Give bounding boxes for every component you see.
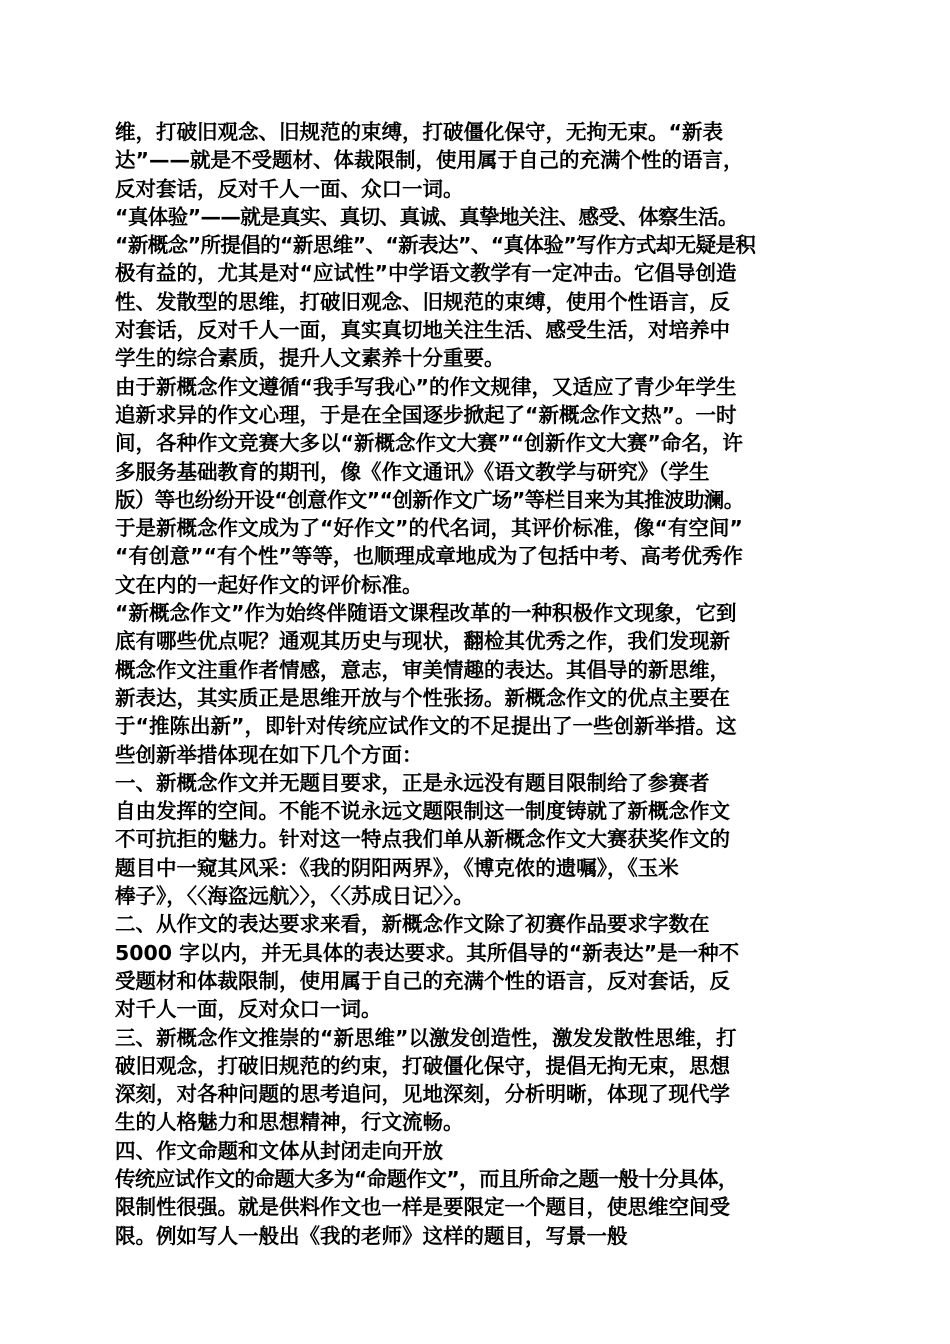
text-line: 文在内的一起好作文的评价标准。 <box>115 572 423 597</box>
text-line: 棒子》，〈〈海盗远航〉〉，〈〈苏成日记〉〉。 <box>115 884 474 909</box>
text-line: “真体验”——就是真实、真切、真诚、真挚地关注、感受、体察生活。 <box>115 204 738 229</box>
text-line: 于“推陈出新”，即针对传统应试作文的不足提出了一些创新举措。这 <box>115 714 737 739</box>
text-line: 5000 字以内，并无具体的表达要求。其所倡导的“新表达”是一种不 <box>115 940 740 965</box>
text-line: 二、从作文的表达要求来看，新概念作文除了初赛作品要求字数在 <box>115 912 710 937</box>
text-line: 新表达，其实质正是思维开放与个性张扬。新概念作文的优点主要在 <box>115 685 730 710</box>
text-line: 自由发挥的空间。不能不说永远文题限制这一制度铸就了新概念作文 <box>115 799 730 824</box>
text-line: 对千人一面，反对众口一词。 <box>115 997 382 1022</box>
text-line: 概念作文注重作者情感，意志，审美情趣的表达。其倡导的新思维， <box>115 657 730 682</box>
text-line: 极有益的，尤其是对“应试性”中学语文教学有一定冲击。它倡导创造 <box>115 261 737 286</box>
text-line: 于是新概念作文成为了“好作文”的代名词，其评价标准，像“有空间” <box>115 516 743 541</box>
text-line: 多服务基础教育的期刊，像《作文通讯》《语文教学与研究》（学生 <box>115 459 710 484</box>
text-line: 限。例如写人一般出《我的老师》这样的题目，写景一般 <box>115 1223 628 1248</box>
text-line: 三、新概念作文推崇的“新思维”以激发创造性，激发发散性思维，打 <box>115 1025 737 1050</box>
text-line: 生的人格魅力和思想精神，行文流畅。 <box>115 1110 464 1135</box>
text-line: 不可抗拒的魅力。针对这一特点我们单从新概念作文大赛获奖作文的 <box>115 827 730 852</box>
document-page <box>115 118 843 1250</box>
text-line: 深刻，对各种问题的思考追问，见地深刻，分析明晰，体现了现代学 <box>115 1082 730 1107</box>
text-line: 版）等也纷纷开设“创意作文”“创新作文广场”等栏目来为其推波助澜。 <box>115 487 744 512</box>
text-line: 追新求异的作文心理，于是在全国逐步掀起了“新概念作文热”。一时 <box>115 402 737 427</box>
text-line: 性、发散型的思维，打破旧观念、旧规范的束缚，使用个性语言，反 <box>115 289 730 314</box>
text-line: “新概念”所提倡的“新思维”、“新表达”、“真体验”写作方式却无疑是积 <box>115 233 756 258</box>
text-line: 维，打破旧观念、旧规范的束缚，打破僵化保守，无拘无束。“新表 <box>115 120 723 144</box>
text-line: “新概念作文”作为始终伴随语文课程改革的一种积极作文现象，它到 <box>115 601 737 626</box>
text-line: 学生的综合素质，提升人文素养十分重要。 <box>115 346 505 371</box>
text-line: 限制性很强。就是供料作文也一样是要限定一个题目，使思维空间受 <box>115 1195 730 1220</box>
text-line: 反对套话，反对千人一面、众口一词。 <box>115 176 464 201</box>
text-line: 底有哪些优点呢？通观其历史与现状，翻检其优秀之作，我们发现新 <box>115 629 730 654</box>
text-line: 一、新概念作文并无题目要求，正是永远没有题目限制给了参赛者 <box>115 770 710 795</box>
text-line: 破旧观念，打破旧规范的约束，打破僵化保守，提倡无拘无束，思想 <box>115 1053 730 1078</box>
text-line: 对套话，反对千人一面，真实真切地关注生活、感受生活，对培养中 <box>115 318 730 343</box>
text-line: 些创新举措体现在如下几个方面： <box>115 742 423 767</box>
text-line: 达”——就是不受题材、体裁限制，使用属于自己的充满个性的语言， <box>115 148 744 173</box>
text-line: “有创意”“有个性”等等，也顺理成章地成为了包括中考、高考优秀作 <box>115 544 743 569</box>
text-line: 由于新概念作文遵循“我手写我心”的作文规律，又适应了青少年学生 <box>115 374 737 399</box>
text-line: 传统应试作文的命题大多为“命题作文”，而且所命之题一般十分具体， <box>115 1166 738 1191</box>
text-line: 受题材和体裁限制，使用属于自己的充满个性的语言，反对套话，反 <box>115 968 730 993</box>
text-line: 间，各种作文竞赛大多以“新概念作文大赛”“创新作文大赛”命名，许 <box>115 431 743 456</box>
text-line: 题目中一窥其风采：《我的阴阳两界》，《博克侬的遗嘱》，《玉米 <box>115 855 679 880</box>
text-line: 四、作文命题和文体从封闭走向开放 <box>115 1138 443 1163</box>
